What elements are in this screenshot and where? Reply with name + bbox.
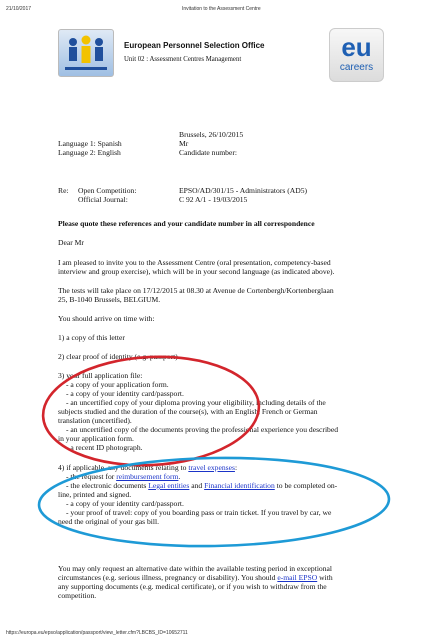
list-item-3-line-4: subjects studied and the duration of the course(s), with an English, French or German — [58, 407, 318, 416]
list-item-3-line-7: in your application form. — [58, 434, 134, 443]
legal-entities-link[interactable]: Legal entities — [148, 481, 190, 490]
salutation-short: Mr — [179, 139, 189, 148]
list-item-4-line-3: line, printed and signed. — [58, 490, 132, 499]
dear-line: Dear Mr — [58, 238, 84, 247]
closing-line-3: any supporting documents (e.g. medical certificate), or if you wish to withdraw from the — [58, 582, 327, 591]
list-item-3-line-5: translation (uncertified). — [58, 416, 132, 425]
print-footer-url: https://europa.eu/epso/application/passport/view_letter.cfm?LBCBS_ID=10652711 — [6, 630, 188, 636]
reference-notice: Please quote these references and your candidate number in all correspondence — [58, 219, 315, 228]
list-item-3-line-6: - an uncertified copy of the documents proving the professional experience you described — [66, 425, 339, 434]
email-epso-link[interactable]: e-mail EPSO — [277, 573, 318, 582]
paragraph-1-line-1: I am pleased to invite you to the Assessment Centre (oral presentation, competency-based — [58, 258, 331, 267]
competition-value: EPSO/AD/301/15 - Administrators (AD5) — [179, 186, 308, 195]
list-item-4-line-1: - the request for reimbursement form. — [66, 472, 181, 481]
reimbursement-form-link[interactable]: reimbursement form — [116, 472, 179, 481]
closing-line-4: competition. — [58, 591, 97, 600]
list-item-3-line-1: - a copy of your application form. — [66, 380, 169, 389]
list-item-1: 1) a copy of this letter — [58, 333, 125, 342]
journal-value: C 92 A/1 - 19/03/2015 — [179, 195, 248, 204]
financial-identification-link[interactable]: Financial identification — [204, 481, 275, 490]
print-title: Invitation to the Assessment Centre — [182, 6, 261, 12]
epso-logo — [58, 29, 114, 77]
journal-label: Official Journal: — [78, 195, 128, 204]
org-name: European Personnel Selection Office — [124, 41, 265, 50]
list-item-4-title: 4) if applicable, any documents relating to travel expenses: — [58, 463, 238, 472]
list-item-3-title: 3) your full application file: — [58, 371, 143, 380]
language-2: Language 2: English — [58, 148, 121, 157]
list-item-4-line-4: - a copy of your identity card/passport. — [66, 499, 184, 508]
list-item-3-line-2: - a copy of your identity card/passport. — [66, 389, 184, 398]
eu-logo-careers: careers — [339, 62, 374, 73]
re-label: Re: — [58, 186, 69, 195]
closing-line-2: circumstances (e.g. serious illness, pregnancy or disability). You should e-mail EPSO with — [58, 573, 333, 582]
paragraph-2-line-1: The tests will take place on 17/12/2015 at 08.30 at Avenue de Cortenbergh/Kortenberglaan — [58, 286, 334, 295]
place-date: Brussels, 26/10/2015 — [179, 130, 244, 139]
org-unit: Unit 02 : Assessment Centres Management — [124, 56, 242, 63]
list-item-4-line-6: need the original of your gas bill. — [58, 517, 160, 526]
list-item-2: 2) clear proof of identity (e.g. passport) — [58, 352, 178, 361]
eu-logo-eu: eu — [341, 32, 372, 62]
list-item-3-line-3: - an uncertified copy of your diploma proving your eligibility, including details of the — [66, 398, 326, 407]
eu-careers-logo — [329, 28, 384, 82]
paragraph-1-line-2: interview and group exercise), which will be in your second language (as indicated above). — [58, 267, 335, 276]
candidate-number: Candidate number: — [179, 148, 237, 157]
arrive-line: You should arrive on time with: — [58, 314, 155, 323]
paragraph-2-line-2: 25, B-1040 Brussels, BELGIUM. — [58, 295, 161, 304]
list-item-3-line-8: - a recent ID photograph. — [66, 443, 143, 452]
closing-line-1: You may only request an alternative date within the available testing period in exceptional — [58, 564, 333, 573]
language-1: Language 1: Spanish — [58, 139, 122, 148]
list-item-4-line-2: - the electronic documents Legal entities and Financial identification to be completed on- — [66, 481, 338, 490]
epso-logo-figures-icon — [59, 30, 113, 76]
competition-label: Open Competition: — [78, 186, 137, 195]
travel-expenses-link[interactable]: travel expenses — [188, 463, 235, 472]
list-item-4-line-5: - your proof of travel: copy of you boarding pass or train ticket. If you travel by car, we — [66, 508, 332, 517]
print-date: 21/10/2017 — [6, 6, 32, 12]
